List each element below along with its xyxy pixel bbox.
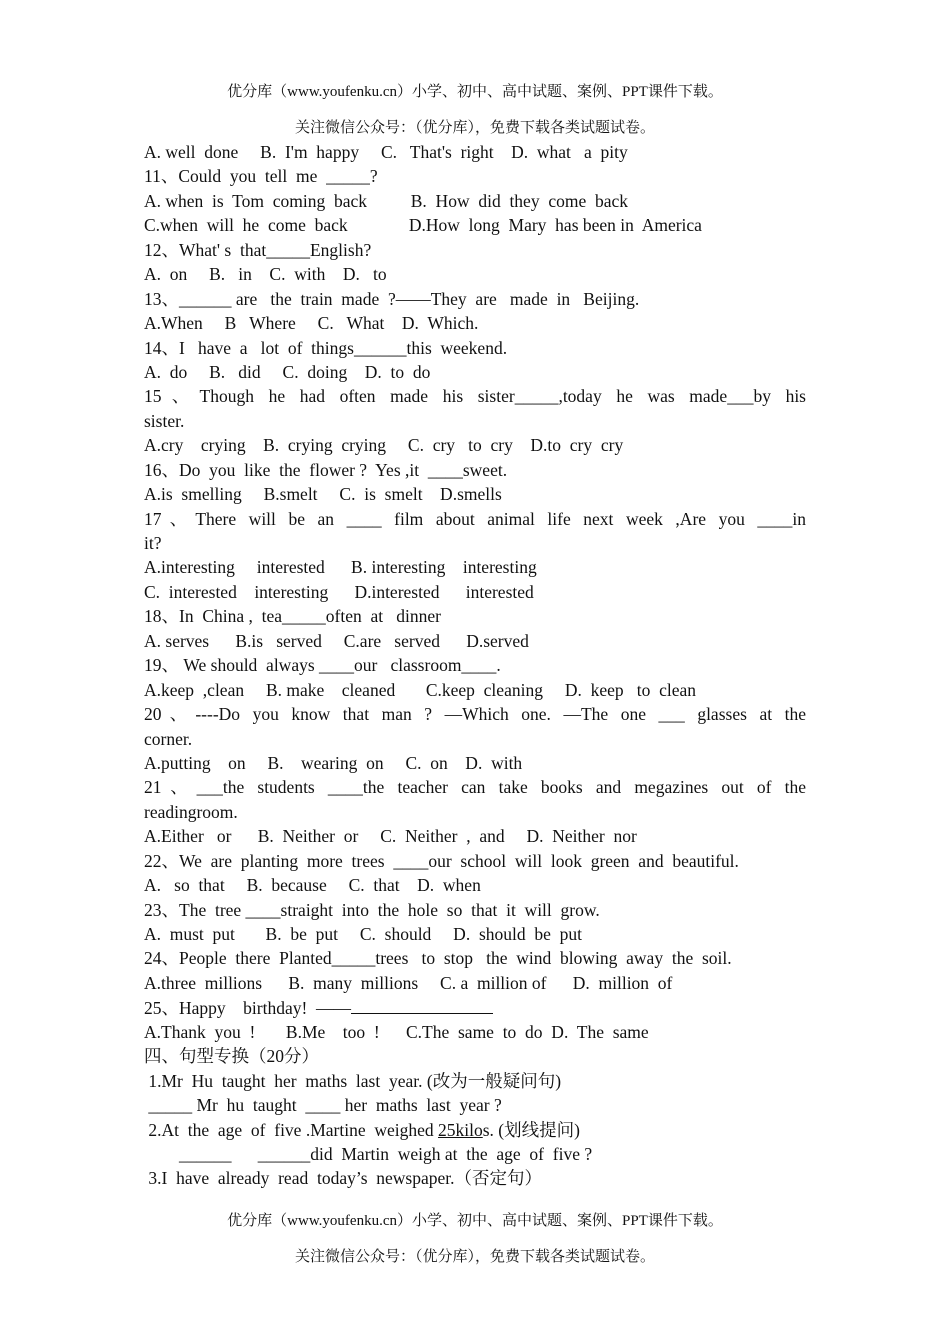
q16-options: A.is smelling B.smelt C. is smelt D.smells xyxy=(144,484,502,505)
q20-stem: 20、----Do you know that man ? —Which one. —The one ___ glasses at the xyxy=(144,704,806,725)
q15-stem-cont: sister. xyxy=(144,410,185,431)
q11-stem: 11、Could you tell me _____? xyxy=(144,166,378,187)
q21-stem: 21、___the students ____the teacher can take books and megazines out of the xyxy=(144,777,806,798)
q17-options-ab: A.interesting interested B. interesting interesting xyxy=(144,557,537,578)
header-line-1: 优分库（www.youfenku.cn）小学、初中、高中试题、案例、PPT课件下载。 xyxy=(227,84,723,100)
q24-options: A.three millions B. many millions C. a million of D. million of xyxy=(144,972,673,993)
q22-options: A. so that B. because C. that D. when xyxy=(144,875,481,896)
q18-stem: 18、In China , tea_____often at dinner xyxy=(144,606,441,627)
q10-options: A. well done B. I'm happy C. That's right D. what a pity xyxy=(144,142,628,162)
q13-options: A.When B Where C. What D. Which. xyxy=(144,313,479,334)
q12-options: A. on B. in C. with D. to xyxy=(144,264,387,285)
q17-stem-cont: it? xyxy=(144,533,162,553)
q20-stem-cont: corner. xyxy=(144,728,193,749)
q23-stem: 23、The tree ____straight into the hole so that it will grow. xyxy=(144,899,600,920)
q14-options: A. do B. did C. doing D. to do xyxy=(144,361,431,382)
s4-q1-stem: 1.Mr Hu taught her maths last year. (改为一般疑问句) xyxy=(144,1070,562,1091)
q24-stem: 24、People there Planted_____trees to stop the wind blowing away the soil. xyxy=(144,948,732,969)
footer-line-1: 优分库（www.youfenku.cn）小学、初中、高中试题、案例、PPT课件下载。 xyxy=(227,1213,723,1229)
q25-options: A.Thank you ! B.Me too ! C.The same to do D. The same xyxy=(144,1021,649,1042)
s4-q2-answer: ______ ______did Martin weigh at the age of five ? xyxy=(144,1143,593,1164)
section-4-heading: 四、句型专换（20分） xyxy=(144,1046,319,1067)
q25-stem-text: 25、Happy birthday! —— xyxy=(144,998,352,1019)
s4-q3-stem: 3.I have already read today’s newspaper.（否定句） xyxy=(144,1168,543,1189)
q21-stem-cont: readingroom. xyxy=(144,801,238,822)
s4-q2-underlined: 25kilo xyxy=(438,1119,483,1140)
q22-stem: 22、We are planting more trees ____our school will look green and beautiful. xyxy=(144,850,739,871)
footer-line-2: 关注微信公众号：（优分库），免费下载各类试题试卷。 xyxy=(294,1249,655,1265)
q14-stem: 14、I have a lot of things______this weekend. xyxy=(144,337,508,358)
s4-q2-stem-text: 2.At the age of five .Martine weighed xyxy=(144,1119,439,1140)
s4-q2-suffix: s. (划线提问) xyxy=(482,1119,580,1140)
header-line-2: 关注微信公众号：（优分库），免费下载各类试题试卷。 xyxy=(294,120,655,136)
s4-q2-stem xyxy=(144,1118,806,1142)
q25-answer-blank xyxy=(351,995,493,1014)
q15-options: A.cry crying B. crying crying C. cry to cry D.to cry cry xyxy=(144,435,624,456)
q12-stem: 12、What' s that_____English? xyxy=(144,239,372,260)
q21-options: A.Either or B. Neither or C. Neither , and D. Neither nor xyxy=(144,826,637,847)
q19-stem: 19、 We should always ____our classroom____. xyxy=(144,655,501,676)
q15-stem: 15、Though he had often made his sister_____,today he was made___by his xyxy=(144,386,806,407)
q25-stem xyxy=(144,995,806,1019)
q17-stem: 17、There will be an ____ film about animal life next week ,Are you ____in xyxy=(144,508,806,529)
q13-stem: 13、______ are the train made ?——They are made in Beijing. xyxy=(144,288,640,309)
q20-options: A.putting on B. wearing on C. on D. with xyxy=(144,752,523,773)
s4-q1-answer: _____ Mr hu taught ____ her maths last year ? xyxy=(144,1095,502,1116)
q17-options-cd: C. interested interesting D.interested interested xyxy=(144,581,534,602)
q19-options: A.keep ,clean B. make cleaned C.keep cleaning D. keep to clean xyxy=(144,679,697,700)
q16-stem: 16、Do you like the flower ? Yes ,it ____sweet. xyxy=(144,459,508,480)
q23-options: A. must put B. be put C. should D. should be put xyxy=(144,924,582,944)
q11-options-ab: A. when is Tom coming back B. How did they come back xyxy=(144,190,629,211)
exam-body xyxy=(144,140,806,1191)
q11-options-cd: C.when will he come back D.How long Mary has been in America xyxy=(144,215,702,236)
q18-options: A. serves B.is served C.are served D.served xyxy=(144,630,529,651)
